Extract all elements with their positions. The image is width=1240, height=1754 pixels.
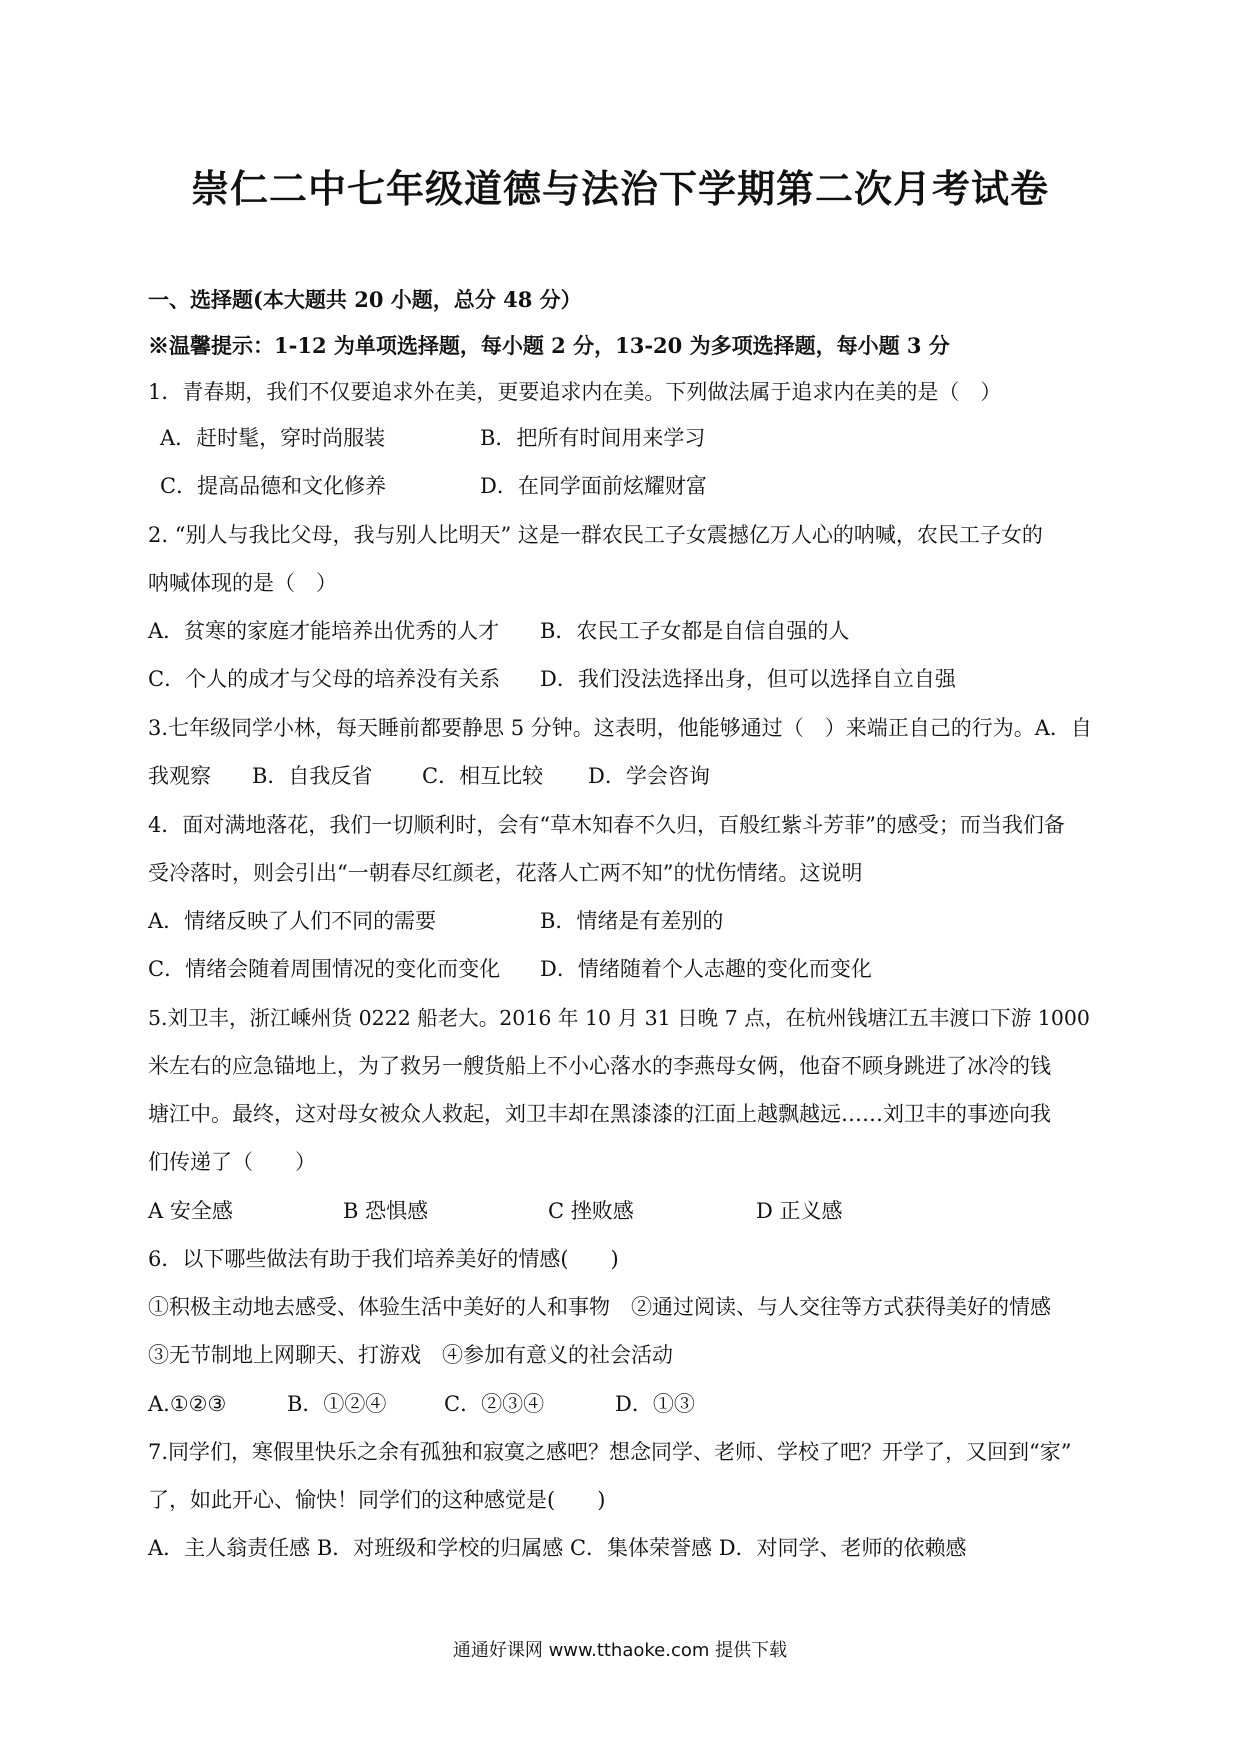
question-2-option-a: A．贫寒的家庭才能培养出优秀的人才	[148, 619, 500, 643]
question-5-stem-line-4: 们传递了（ ）	[148, 1150, 316, 1174]
question-3-option-b: B．自我反省	[252, 764, 373, 788]
question-1-stem: 1．青春期，我们不仅要追求外在美，更要追求内在美。下列做法属于追求内在美的是（ ）	[148, 380, 1002, 404]
question-3-stem-line-1: 3.七年级同学小林，每天睡前都要静思 5 分钟。这表明，他能够通过（ ）来端正自己的行为。A．自	[148, 716, 1092, 740]
question-3-option-d: D．学会咨询	[588, 764, 710, 788]
question-7-stem-line-1: 7.同学们，寒假里快乐之余有孤独和寂寞之感吧？想念同学、老师、学校了吧？开学了，又回到“家”	[148, 1440, 1072, 1464]
question-2-option-d: D．我们没法选择出身，但可以选择自立自强	[540, 667, 956, 691]
footer-source: 通通好课网 www.tthaoke.com 提供下载	[452, 1640, 788, 1661]
question-6-option-a: A.①②③	[148, 1392, 227, 1416]
question-7-stem-line-2: 了，如此开心、愉快！同学们的这种感觉是( )	[148, 1488, 606, 1512]
question-6-stem: 6．以下哪些做法有助于我们培养美好的情感( )	[148, 1247, 619, 1271]
question-4-option-b: B．情绪是有差别的	[540, 909, 724, 933]
question-2-option-b: B．农民工子女都是自信自强的人	[540, 619, 850, 643]
question-4-option-c: C．情绪会随着周围情况的变化而变化	[148, 957, 501, 981]
question-5-option-d: D 正义感	[756, 1199, 843, 1223]
question-1-option-c: C．提高品德和文化修养	[160, 474, 387, 498]
question-6-items-1-2: ①积极主动地去感受、体验生活中美好的人和事物 ②通过阅读、与人交往等方式获得美好的情感	[148, 1295, 1051, 1319]
question-5-stem-line-2: 米左右的应急锚地上，为了救另一艘货船上不小心落水的李燕母女俩，他奋不顾身跳进了冰冷的钱	[148, 1054, 1051, 1078]
question-4-stem-line-2: 受冷落时，则会引出“一朝春尽红颜老，花落人亡两不知”的忧伤情绪。这说明	[148, 861, 863, 885]
question-6-option-b: B．①②④	[287, 1392, 387, 1416]
exam-title: 崇仁二中七年级道德与法治下学期第二次月考试卷	[190, 166, 1049, 211]
question-5-stem-line-3: 塘江中。最终，这对母女被众人救起，刘卫丰却在黑漆漆的江面上越飘越远……刘卫丰的事迹向我	[148, 1102, 1051, 1126]
tip-text: ※温馨提示：1-12 为单项选择题，每小题 2 分，13-20 为多项选择题，每小题 3 分	[148, 333, 950, 358]
question-4-option-a: A．情绪反映了人们不同的需要	[148, 909, 437, 933]
question-6-option-d: D．①③	[615, 1392, 695, 1416]
question-1-option-b: B．把所有时间用来学习	[480, 426, 706, 450]
question-1-option-a: A．赶时髦，穿时尚服装	[160, 426, 386, 450]
question-4-option-d: D．情绪随着个人志趣的变化而变化	[540, 957, 872, 981]
question-5-stem-line-1: 5.刘卫丰，浙江嵊州货 0222 船老大。2016 年 10 月 31 日晚 7 点，在杭州钱塘江五丰渡口下游 1000	[148, 1006, 1090, 1030]
question-3-stem-line-2: 我观察	[148, 764, 211, 788]
question-7-options: A．主人翁责任感 B．对班级和学校的归属感 C．集体荣誉感 D．对同学、老师的依赖感	[148, 1536, 967, 1560]
question-5-option-b: B 恐惧感	[343, 1199, 429, 1223]
question-2-stem-line-1: 2. “别人与我比父母，我与别人比明天” 这是一群农民工子女震撼亿万人心的呐喊，农民工子女的	[148, 523, 1043, 547]
question-4-stem-line-1: 4．面对满地落花，我们一切顺利时，会有“草木知春不久归，百般红紫斗芳菲”的感受；而当我们备	[148, 813, 1065, 837]
question-5-option-c: C 挫败感	[548, 1199, 634, 1223]
question-2-option-c: C．个人的成才与父母的培养没有关系	[148, 667, 501, 691]
question-5-option-a: A 安全感	[148, 1199, 233, 1223]
question-1-option-d: D．在同学面前炫耀财富	[480, 474, 707, 498]
question-6-option-c: C．②③④	[444, 1392, 545, 1416]
question-3-option-c: C．相互比较	[422, 764, 544, 788]
question-6-items-3-4: ③无节制地上网聊天、打游戏 ④参加有意义的社会活动	[148, 1343, 673, 1367]
section-header: 一、选择题(本大题共 20 小题，总分 48 分）	[148, 287, 582, 312]
question-2-stem-line-2: 呐喊体现的是（ ）	[148, 571, 337, 595]
